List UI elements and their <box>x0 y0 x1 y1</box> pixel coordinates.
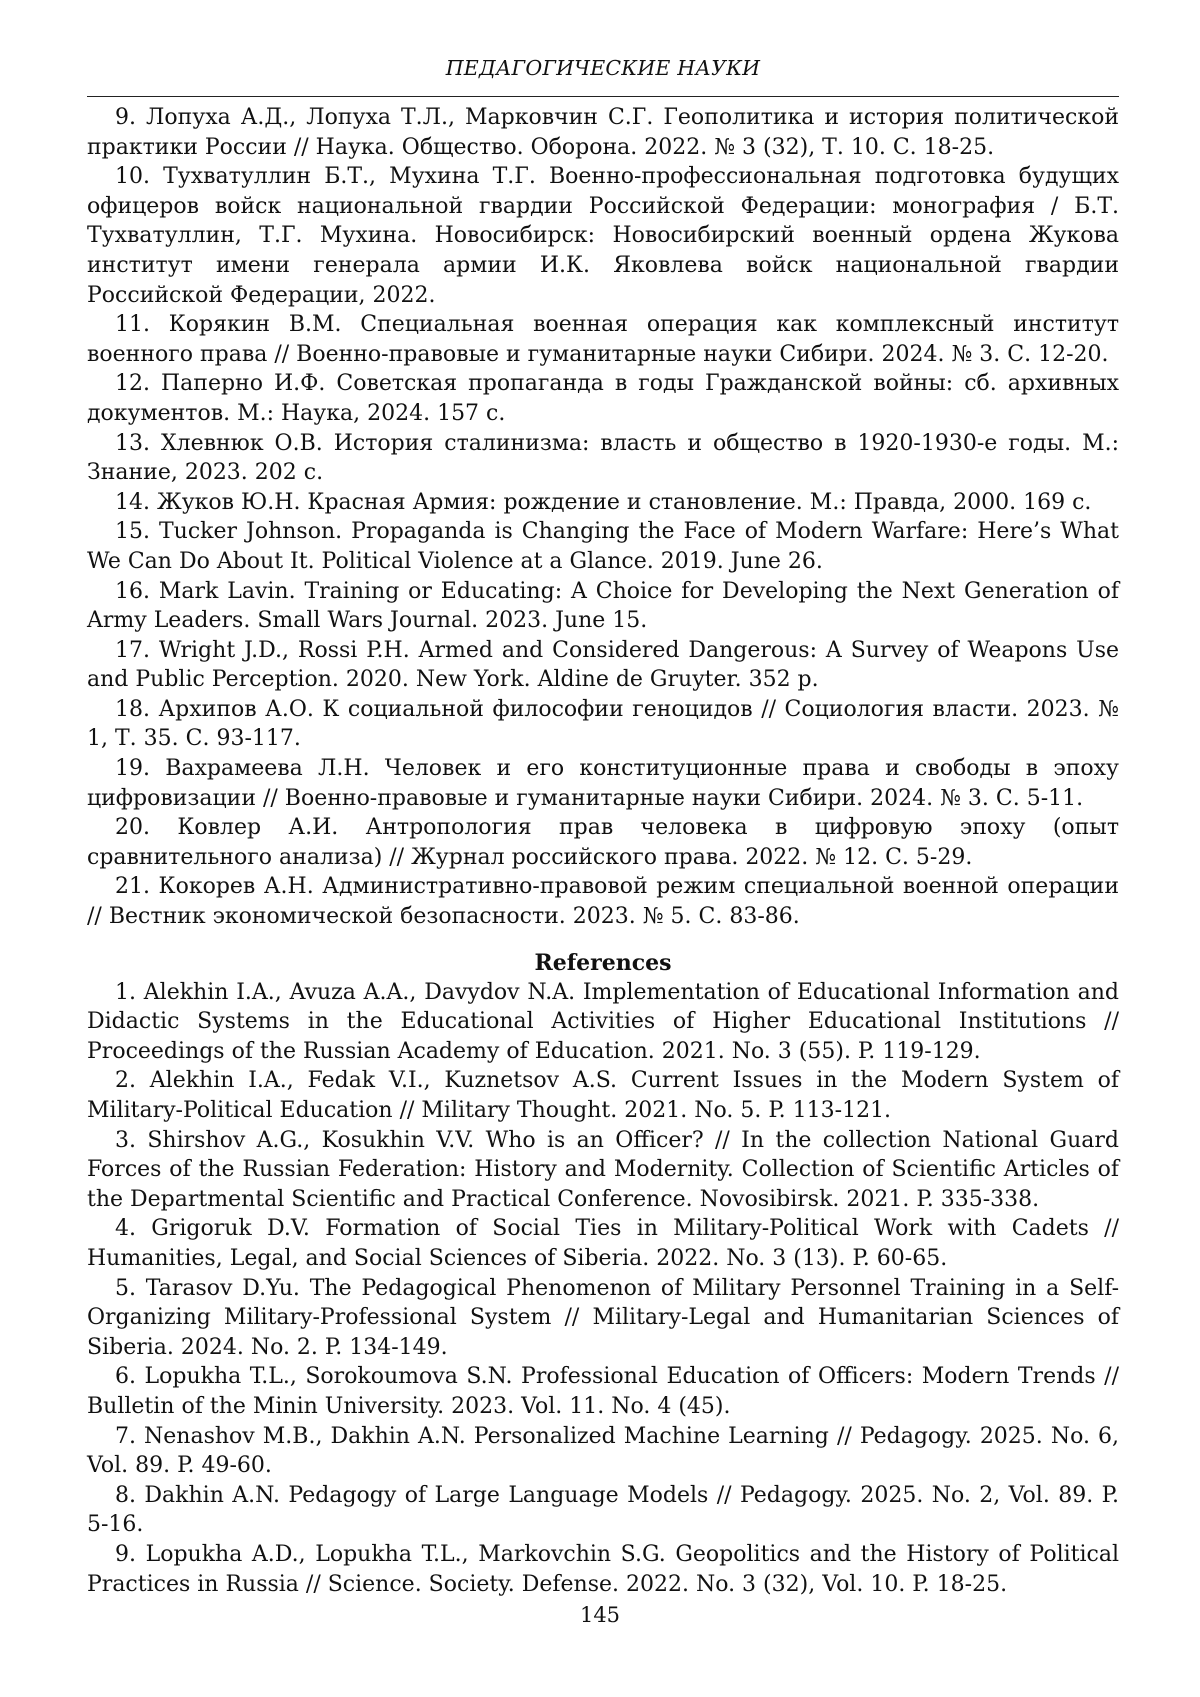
reference-item: 7. Nenashov M.B., Dakhin A.N. Personalized Machine Learning // Pedagogy. 2025. No. 6, Vol. 89. P. 49-60. <box>87 1423 1119 1479</box>
document-page <box>87 48 1119 1599</box>
references-heading: References <box>534 949 672 976</box>
bibliography-ru <box>87 103 1119 932</box>
running-header: ПЕДАГОГИЧЕСКИЕ НАУКИ <box>445 56 761 80</box>
reference-item: 21. Кокорев А.Н. Административно-правовой режим специальной военной операции // Вестник экономической безопасности. 2023. № 5. С. 83-86. <box>87 874 1119 930</box>
reference-item: 2. Alekhin I.A., Fedak V.I., Kuznetsov A.S. Current Issues in the Modern System of Military-Political Education // Military Thought. 2021. No. 5. P. 113-121. <box>87 1068 1119 1123</box>
references-en <box>87 978 1119 1599</box>
reference-item: 16. Mark Lavin. Training or Educating: A Choice for Developing the Next Generation of Army Leaders. Small Wars Journal. 2023. June 15. <box>87 578 1119 634</box>
reference-item: 5. Tarasov D.Yu. The Pedagogical Phenomenon of Military Personnel Training in a Self-Organizing Military-Professional System // Military-Legal and Humanitarian Sciences of Siberia. 2024. No. 2. P. 134-149. <box>87 1275 1119 1360</box>
reference-item: 9. Лопуха А.Д., Лопуха Т.Л., Марковчин С.Г. Геополитика и история политической практики России // Наука. Общество. Оборона. 2022. № 3 (32), Т. 10. С. 18-25. <box>87 105 1119 160</box>
reference-item: 1. Alekhin I.A., Avuza A.A., Davydov N.A. Implementation of Educational Information and Didactic Systems in the Educational Activities of Higher Educational Institutions // Proceedings of the Russian Academy of Education. 2021. No. 3 (55). P. 119-129. <box>87 979 1119 1064</box>
reference-item: 20. Ковлер А.И. Антропология прав человека в цифровую эпоху (опыт сравнительного анализа) // Журнал российского права. 2022. № 12. С. 5-29. <box>87 815 1119 870</box>
reference-item: 12. Паперно И.Ф. Советская пропаганда в годы Гражданской войны: сб. архивных документов. М.: Наука, 2024. 157 с. <box>87 371 1119 426</box>
reference-item: 4. Grigoruk D.V. Formation of Social Ties in Military-Political Work with Cadets // Humanities, Legal, and Social Sciences of Siberia. 2022. No. 3 (13). P. 60-65. <box>87 1216 1119 1271</box>
reference-item: 17. Wright J.D., Rossi P.H. Armed and Considered Dangerous: A Survey of Weapons Use and Public Perception. 2020. New York. Aldine de Gruyter. 352 p. <box>87 637 1119 693</box>
reference-item: 11. Корякин В.М. Специальная военная операция как комплексный институт военного права // Военно-правовые и гуманитарные науки Сибири. 2024. № 3. С. 12-20. <box>87 312 1119 367</box>
reference-item: 15. Tucker Johnson. Propaganda is Changing the Face of Modern Warfare: Here’s What We Can Do About It. Political Violence at a Glance. 2019. June 26. <box>87 519 1119 574</box>
reference-item: 14. Жуков Ю.Н. Красная Армия: рождение и становление. М.: Правда, 2000. 169 с. <box>115 489 1092 515</box>
header-divider <box>87 96 1119 97</box>
reference-item: 6. Lopukha T.L., Sorokoumova S.N. Professional Education of Officers: Modern Trends // Bulletin of the Minin University. 2023. Vol. 11. No. 4 (45). <box>87 1364 1119 1419</box>
reference-item: 10. Тухватуллин Б.Т., Мухина Т.Г. Военно-профессиональная подготовка будущих офицеров войск национальной гвардии Российской Федерации: монография / Б.Т. Тухватуллин, Т.Г. Мухина. Новосибирск: Новосибирский военный ордена Жукова институт имени генерала армии И.К. Яковлева войск национальной гвардии Российской Федерации, 2022. <box>87 164 1119 308</box>
reference-item: 13. Хлевнюк О.В. История сталинизма: власть и общество в 1920-1930-е годы. М.: Знание, 2023. 202 с. <box>87 430 1119 486</box>
page-number: 145 <box>579 1603 621 1627</box>
reference-item: 18. Архипов А.О. К социальной философии геноцидов // Социология власти. 2023. № 1, Т. 35. С. 93-117. <box>87 696 1119 752</box>
reference-item: 19. Вахрамеева Л.Н. Человек и его конституционные права и свободы в эпоху цифровизации // Военно-правовые и гуманитарные науки Сибири. 2024. № 3. С. 5-11. <box>87 756 1119 811</box>
reference-item: 3. Shirshov A.G., Kosukhin V.V. Who is an Officer? // In the collection National Guard Forces of the Russian Federation: History and Modernity. Collection of Scientific Articles of the Departmental Scientific and Practical Conference. Novosibirsk. 2021. P. 335-338. <box>87 1127 1119 1212</box>
reference-item: 8. Dakhin A.N. Pedagogy of Large Language Models // Pedagogy. 2025. No. 2, Vol. 89. P. 5-16. <box>87 1482 1119 1538</box>
reference-item: 9. Lopukha A.D., Lopukha T.L., Markovchin S.G. Geopolitics and the History of Political Practices in Russia // Science. Society. Defense. 2022. No. 3 (32), Vol. 10. P. 18-25. <box>87 1541 1119 1597</box>
